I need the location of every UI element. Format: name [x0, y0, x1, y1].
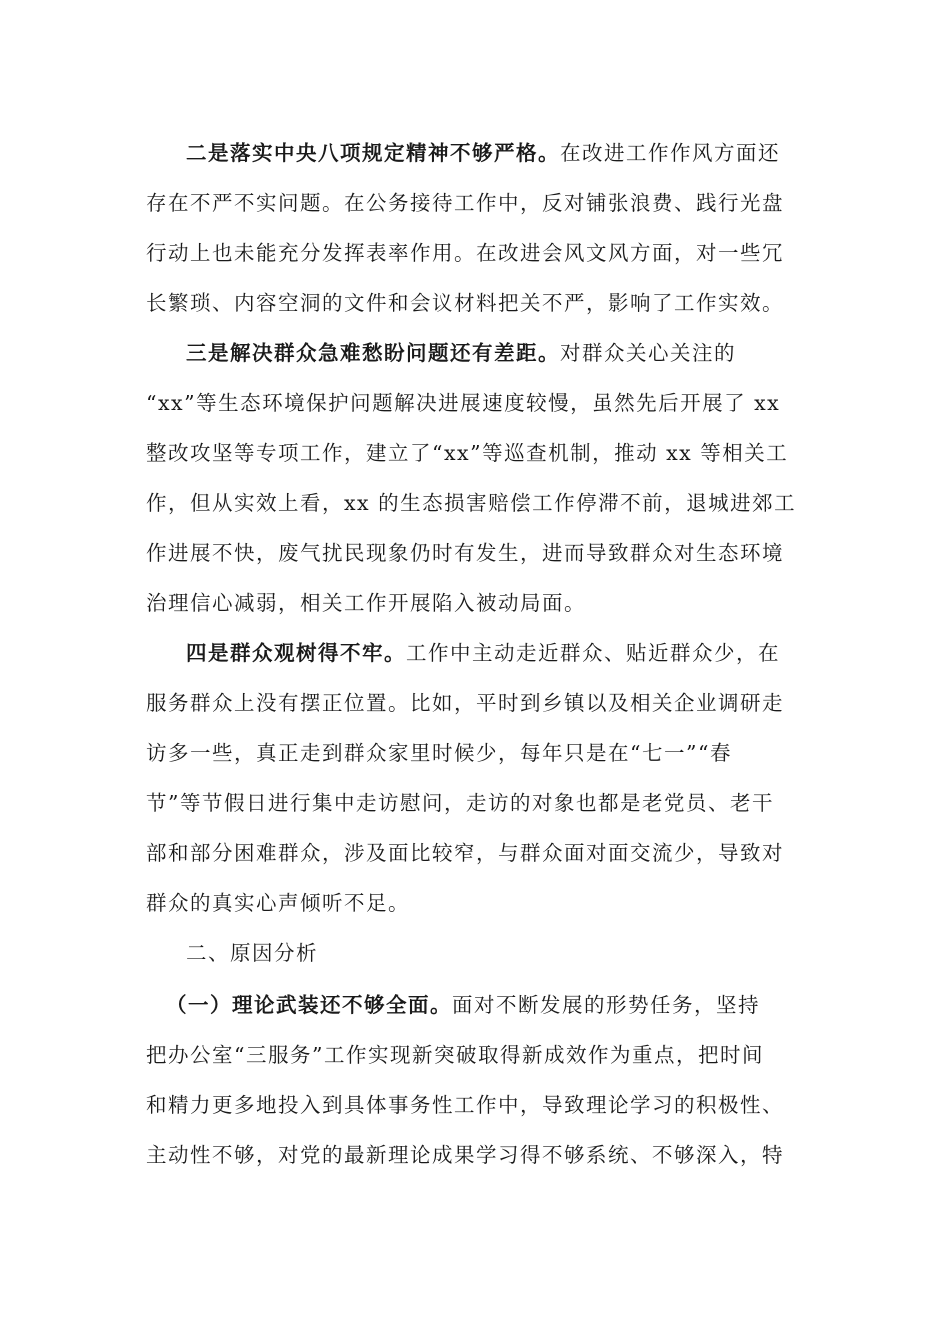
paragraph-line: 把办公室“三服务”工作实现新突破取得新成效作为重点，把时间 [146, 1043, 764, 1067]
paragraph-line [166, 990, 826, 1020]
paragraph-lead: 二是落实中央八项规定精神不够严格。 [186, 141, 560, 165]
paragraph-line: 和精力更多地投入到具体事务性工作中，导致理论学习的积极性、 [146, 1093, 784, 1117]
paragraph-line: 部和部分困难群众，涉及面比较窄，与群众面对面交流少，导致对 [146, 841, 784, 865]
paragraph-line: 整改攻坚等专项工作，建立了“xx”等巡查机制，推动 xx 等相关工 [146, 441, 789, 465]
paragraph-lead: 三是解决群众急难愁盼问题还有差距。 [186, 341, 560, 365]
paragraph-line: 服务群众上没有摆正位置。比如，平时到乡镇以及相关企业调研走 [146, 691, 784, 715]
section-heading: 二、原因分析 [186, 941, 318, 965]
paragraph-text: 工作中主动走近群众、贴近群众少，在 [406, 641, 780, 665]
paragraph-line: 存在不严不实问题。在公务接待工作中，反对铺张浪费、践行光盘 [146, 191, 784, 215]
paragraph-text: 面对不断发展的形势任务，坚持 [452, 993, 760, 1017]
paragraph-line [186, 338, 846, 368]
paragraph-text: 对群众关心关注的 [560, 341, 736, 365]
paragraph-line: 作进展不快，废气扰民现象仍时有发生，进而导致群众对生态环境 [146, 541, 784, 565]
paragraph-line: 治理信心减弱，相关工作开展陷入被动局面。 [146, 591, 586, 615]
paragraph-line: 长繁琐、内容空洞的文件和会议材料把关不严，影响了工作实效。 [146, 291, 784, 315]
paragraph-line: 行动上也未能充分发挥表率作用。在改进会风文风方面，对一些冗 [146, 241, 784, 265]
paragraph-line [186, 138, 846, 168]
paragraph-line [186, 638, 846, 668]
paragraph-lead: （一）理论武装还不够全面。 [166, 993, 452, 1017]
paragraph-line: “xx”等生态环境保护问题解决进展速度较慢，虽然先后开展了 xx [146, 391, 781, 415]
paragraph-text: 在改进工作作风方面还 [560, 141, 780, 165]
paragraph-line: 群众的真实心声倾听不足。 [146, 891, 410, 915]
paragraph-line: 访多一些，真正走到群众家里时候少，每年只是在“七一”“春 [146, 741, 732, 765]
paragraph-line: 作，但从实效上看，xx 的生态损害赔偿工作停滞不前，退城进郊工 [146, 491, 797, 515]
paragraph-line: 节”等节假日进行集中走访慰问，走访的对象也都是老党员、老干 [146, 791, 774, 815]
paragraph-lead: 四是群众观树得不牢。 [186, 641, 406, 665]
paragraph-line: 主动性不够，对党的最新理论成果学习得不够系统、不够深入，特 [146, 1143, 784, 1167]
